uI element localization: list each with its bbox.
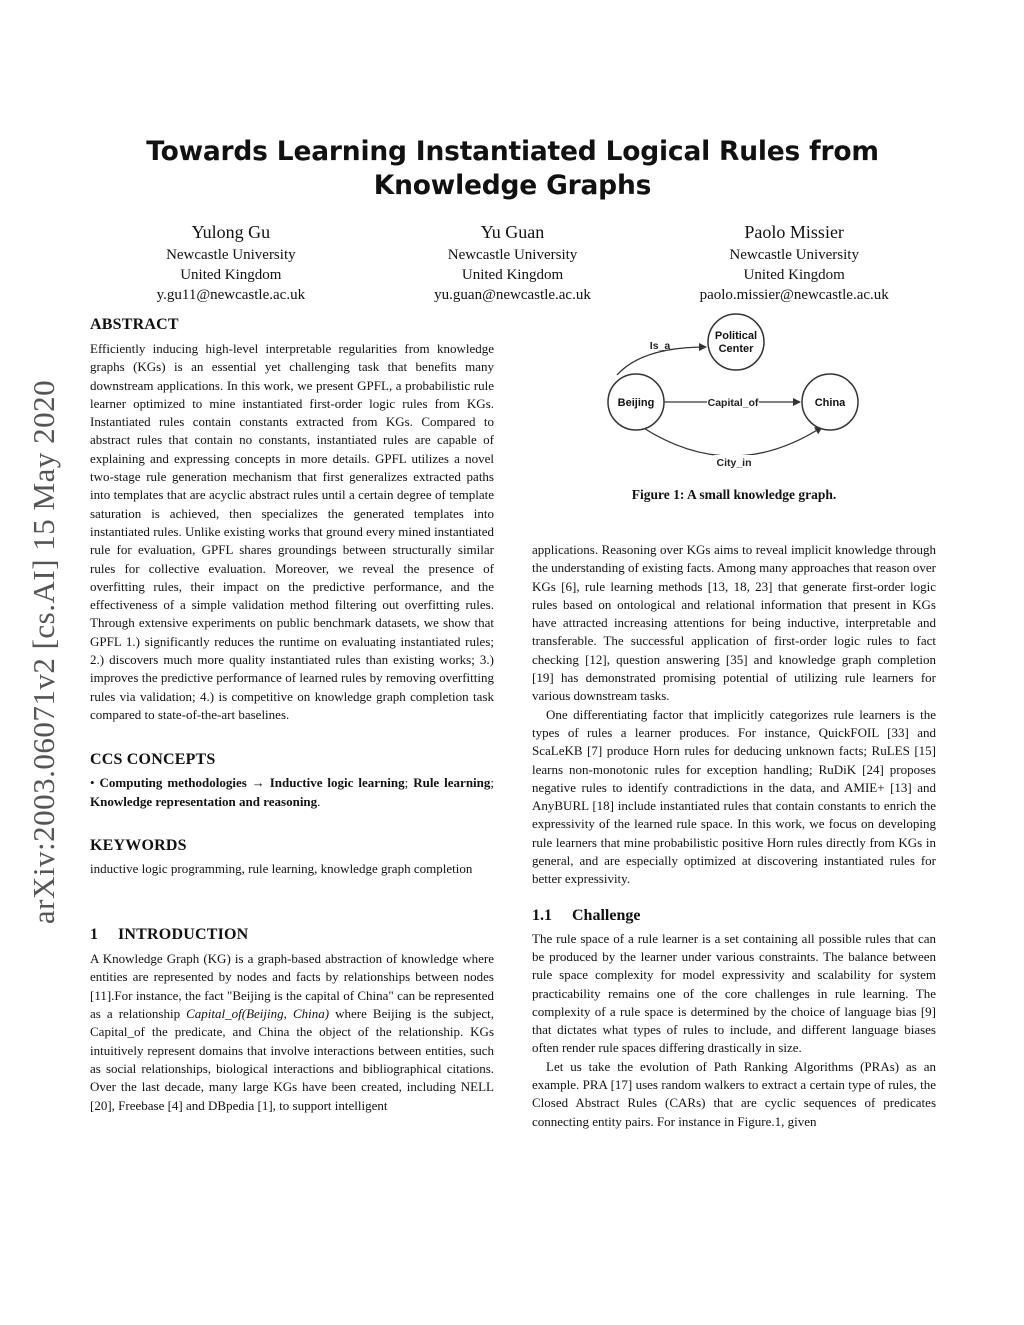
author-affiliation: Newcastle University xyxy=(447,247,578,263)
intro-relationship-example: Capital_of(Beijing, China) xyxy=(186,1006,330,1022)
node-label-political: Political xyxy=(714,330,758,342)
edge-label-capital-of: Capital_of xyxy=(707,397,759,409)
abstract-text: Efficiently inducing high-level interpretable regularities from knowledge graphs (KGs) is an essential yet challenging task that benefits many downstream applications. In this work, we present GPFL, a probabilistic rule learner optimized to mine instantiated first-order logic rules from KGs. Instantiated rules contain constants extracted from KGs. Compared to abstract rules that contain no constants, instantiated rules are capable of explaining and expressing concepts in more details. GPFL utilizes a novel two-stage rule generation mechanism that first generalizes extracted paths into templates that are acyclic abstract rules until a certain degree of template saturation is achieved, then specializes the generated templates into instantiated rules. Unlike existing works that ground every mined instantiated rule for evaluation, GPFL shares groundings between structurally similar rules for collective evaluation. Moreover, we reveal the presence of overfitting rules, their impact on the predictive performance, and the effectiveness of a simple validation method filtering out overfitting rules. Through extensive experiments on public benchmark datasets, we show that GPFL 1.) significantly reduces the runtime on evaluating instantiated rules; 2.) discovers much more quality instantiated rules than existing works; 3.) improves the predictive performance of learned rules by removing overfitting rules via validation; 4.) is competitive on knowledge graph completion task compared to state-of-the-art baselines. xyxy=(90,341,494,722)
figure-1 xyxy=(532,305,936,510)
author-email: y.gu11@newcastle.ac.uk xyxy=(156,287,306,303)
introduction-paragraph-1-continued: applications. Reasoning over KGs aims to reveal implicit knowledge through the understanding of existing facts. Among many approaches that reason over KGs [6], rule learning methods [13, 18, 23] that generate first-order logic rules based on ontological and relational information that present in KGs have attracted increasing attentions for being inductive, interpretable and transferable. The successful application of first-order logic rules to fact checking [12], question answering [35] and knowledge graph completion [19] has demonstrated promising potential of utilizing rule learners for various downstream tasks. xyxy=(532,542,936,704)
ccs-concepts xyxy=(90,774,494,811)
keywords-text: inductive logic programming, rule learning, knowledge graph completion xyxy=(90,860,473,876)
keywords-heading: KEYWORDS xyxy=(90,836,187,854)
challenge-paragraph-2: Let us take the evolution of Path Ranking Algorithms (PRAs) as an example. PRA [17] uses random walkers to extract a certain type of rules, the Closed Abstract Rules (CARs) that are cyclic sequences of predicates connecting entity pairs. For instance in Figure.1, given xyxy=(532,1058,936,1129)
author-country: United Kingdom xyxy=(743,267,845,283)
author-email: paolo.missier@newcastle.ac.uk xyxy=(699,287,889,303)
left-column xyxy=(90,314,494,1115)
introduction-heading xyxy=(90,924,494,946)
ccs-rule-learning: Rule learning xyxy=(413,775,491,791)
section-title: INTRODUCTION xyxy=(118,926,249,944)
ccs-separator: ; xyxy=(404,775,409,791)
introduction-paragraph-2: One differentiating factor that implicitly categorizes rule learners is the types of rules a learner produces. For instance, QuickFOIL [33] and ScaLeKB [7] produce Horn rules for deducing unknown facts; RuLES [15] learns non-monotonic rules for exception handling; RuDiK [24] proposes negative rules to identify contradictions in the data, and AMIE+ [13] and AnyBURL [18] include instantiated rules that contain constants to enrich the expressivity of the learned rule space. In this work, we focus on developing rule learners that mine probabilistic positive Horn rules directly from KGs in general, and are especially optimized at discovering instantiated rules for better expressivity. xyxy=(532,706,936,887)
author-affiliation: Newcastle University xyxy=(729,247,859,263)
ccs-arrow: → xyxy=(251,775,265,791)
figure-caption: Figure 1: A small knowledge graph. xyxy=(631,487,837,502)
arxiv-stamp-text: arXiv:2003.06071v2 [cs.AI] 15 May 2020 xyxy=(26,379,62,925)
subsection-title: Challenge xyxy=(572,906,641,924)
introduction-paragraph-1 xyxy=(90,950,494,1115)
right-column xyxy=(532,541,936,1131)
author-3 xyxy=(653,219,935,305)
ccs-inductive-logic-learning: Inductive logic learning xyxy=(269,775,405,791)
author-affiliation: Newcastle University xyxy=(166,247,296,263)
author-country: United Kingdom xyxy=(180,267,282,283)
node-label-center: Center xyxy=(718,343,754,355)
author-2 xyxy=(372,219,654,305)
intro-text-b: where Beijing is the subject, Capital_of the predicate, and China the object of the relationship. KGs intuitively represent domains that involve interactions between entities, such as social relationships, biological interactions and bibliographical citations. Over the last decade, many large KGs have been created, including NELL [20], Freebase [4] and DBpedia [1], to support intelligent xyxy=(90,1006,494,1113)
ccs-knowledge-representation: Knowledge representation and reasoning xyxy=(90,793,318,809)
ccs-separator: ; xyxy=(490,775,495,791)
intro-text-a: A Knowledge Graph (KG) is a graph-based abstraction of knowledge where entities are represented by nodes and facts by relationships between nodes [11].For instance, the fact "Beijing is the capital of China" can be represented as a relationship xyxy=(90,951,494,1022)
author-name: Yu Guan xyxy=(480,222,545,242)
abstract-heading: ABSTRACT xyxy=(90,316,179,333)
edge-label-is-a: Is_a xyxy=(649,340,671,352)
node-label-beijing: Beijing xyxy=(617,397,655,409)
node-political-center xyxy=(708,314,764,370)
ccs-end: . xyxy=(317,793,321,809)
knowledge-graph-diagram xyxy=(532,305,936,485)
edge-city-in xyxy=(642,427,822,456)
subsection-number: 1.1 xyxy=(532,906,552,924)
ccs-computing-methodologies: Computing methodologies xyxy=(99,775,247,791)
section-number: 1 xyxy=(90,926,99,944)
challenge-heading xyxy=(532,905,936,927)
ccs-bullet: • xyxy=(90,775,95,791)
author-country: United Kingdom xyxy=(461,267,564,283)
challenge-paragraph-1: The rule space of a rule learner is a set containing all possible rules that can be produced by the learner under various constraints. The balance between rule space complexity for model expressivity and scalability for system practicability remains one of the core challenges in rule learning. The complexity of a rule space is determined by the choice of language bias [9] that dictates what types of rules to include, and different language biases often render rule spaces differing drastically in size. xyxy=(532,930,936,1056)
ccs-heading: CCS CONCEPTS xyxy=(90,751,216,769)
author-1 xyxy=(90,219,372,305)
paper-title: Towards Learning Instantiated Logical Rules from Knowledge Graphs xyxy=(146,136,879,201)
arxiv-stamp xyxy=(24,352,64,952)
author-block xyxy=(90,219,935,305)
author-email: yu.guan@newcastle.ac.uk xyxy=(434,287,591,303)
node-label-china: China xyxy=(814,397,846,409)
edge-label-city-in: City_in xyxy=(716,457,752,469)
author-name: Paolo Missier xyxy=(744,222,844,242)
author-name: Yulong Gu xyxy=(191,222,271,242)
